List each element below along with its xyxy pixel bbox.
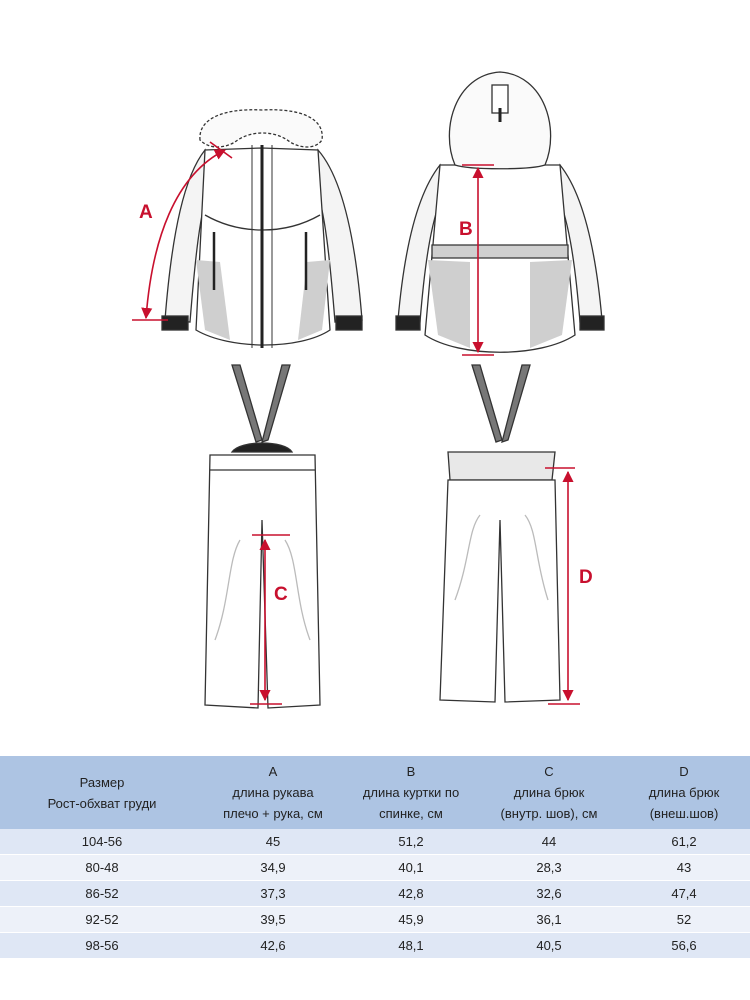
table-row xyxy=(0,855,750,881)
value-b-cell: 48,1 xyxy=(342,933,480,959)
size-column-header xyxy=(0,756,204,829)
column-line1: длина рукава xyxy=(232,785,314,800)
column-line1: длина брюк xyxy=(513,785,585,800)
size-table xyxy=(0,756,750,959)
table-row xyxy=(0,829,750,855)
column-line2: плечо + рука, см xyxy=(223,806,323,821)
size-cell: 80-48 xyxy=(0,855,204,881)
size-cell: 86-52 xyxy=(0,881,204,907)
value-c-cell: 28,3 xyxy=(480,855,618,881)
value-d-cell: 47,4 xyxy=(618,881,750,907)
column-line1: длина брюк xyxy=(648,785,720,800)
value-c-cell: 44 xyxy=(480,829,618,855)
jacket-front xyxy=(162,110,362,348)
column-header-d xyxy=(618,756,750,829)
value-d-cell: 56,6 xyxy=(618,933,750,959)
pants-back xyxy=(440,365,560,702)
column-header-b xyxy=(342,756,480,829)
column-line2: спинке, см xyxy=(379,806,443,821)
column-letter: C xyxy=(544,764,554,779)
value-d-cell: 43 xyxy=(618,855,750,881)
size-table-header xyxy=(0,756,750,829)
table-row xyxy=(0,881,750,907)
column-letter: B xyxy=(406,764,416,779)
measure-label-b: B xyxy=(459,219,473,240)
value-b-cell: 45,9 xyxy=(342,907,480,933)
value-c-cell: 32,6 xyxy=(480,881,618,907)
pants-front xyxy=(205,365,320,708)
value-c-cell: 36,1 xyxy=(480,907,618,933)
value-b-cell: 42,8 xyxy=(342,881,480,907)
value-c-cell: 40,5 xyxy=(480,933,618,959)
column-header-a xyxy=(204,756,342,829)
table-row xyxy=(0,907,750,933)
value-a-cell: 37,3 xyxy=(204,881,342,907)
jacket-back xyxy=(396,72,604,352)
size-header-line2: Рост-обхват груди xyxy=(47,795,157,811)
value-b-cell: 40,1 xyxy=(342,855,480,881)
column-letter: D xyxy=(679,764,689,779)
value-d-cell: 52 xyxy=(618,907,750,933)
column-line1: длина куртки по xyxy=(362,785,460,800)
value-d-cell: 61,2 xyxy=(618,829,750,855)
measure-label-c: C xyxy=(274,584,288,605)
value-a-cell: 42,6 xyxy=(204,933,342,959)
value-a-cell: 34,9 xyxy=(204,855,342,881)
measure-label-a: A xyxy=(139,202,153,223)
size-cell: 92-52 xyxy=(0,907,204,933)
column-letter: A xyxy=(268,764,278,779)
column-header-c xyxy=(480,756,618,829)
column-line2: (внутр. шов), см xyxy=(500,806,598,821)
size-header-line1: Размер xyxy=(79,774,125,790)
size-cell: 98-56 xyxy=(0,933,204,959)
value-a-cell: 45 xyxy=(204,829,342,855)
value-a-cell: 39,5 xyxy=(204,907,342,933)
size-cell: 104-56 xyxy=(0,829,204,855)
measure-label-d: D xyxy=(579,567,593,588)
table-row xyxy=(0,933,750,959)
column-line2: (внеш.шов) xyxy=(649,806,719,821)
value-b-cell: 51,2 xyxy=(342,829,480,855)
